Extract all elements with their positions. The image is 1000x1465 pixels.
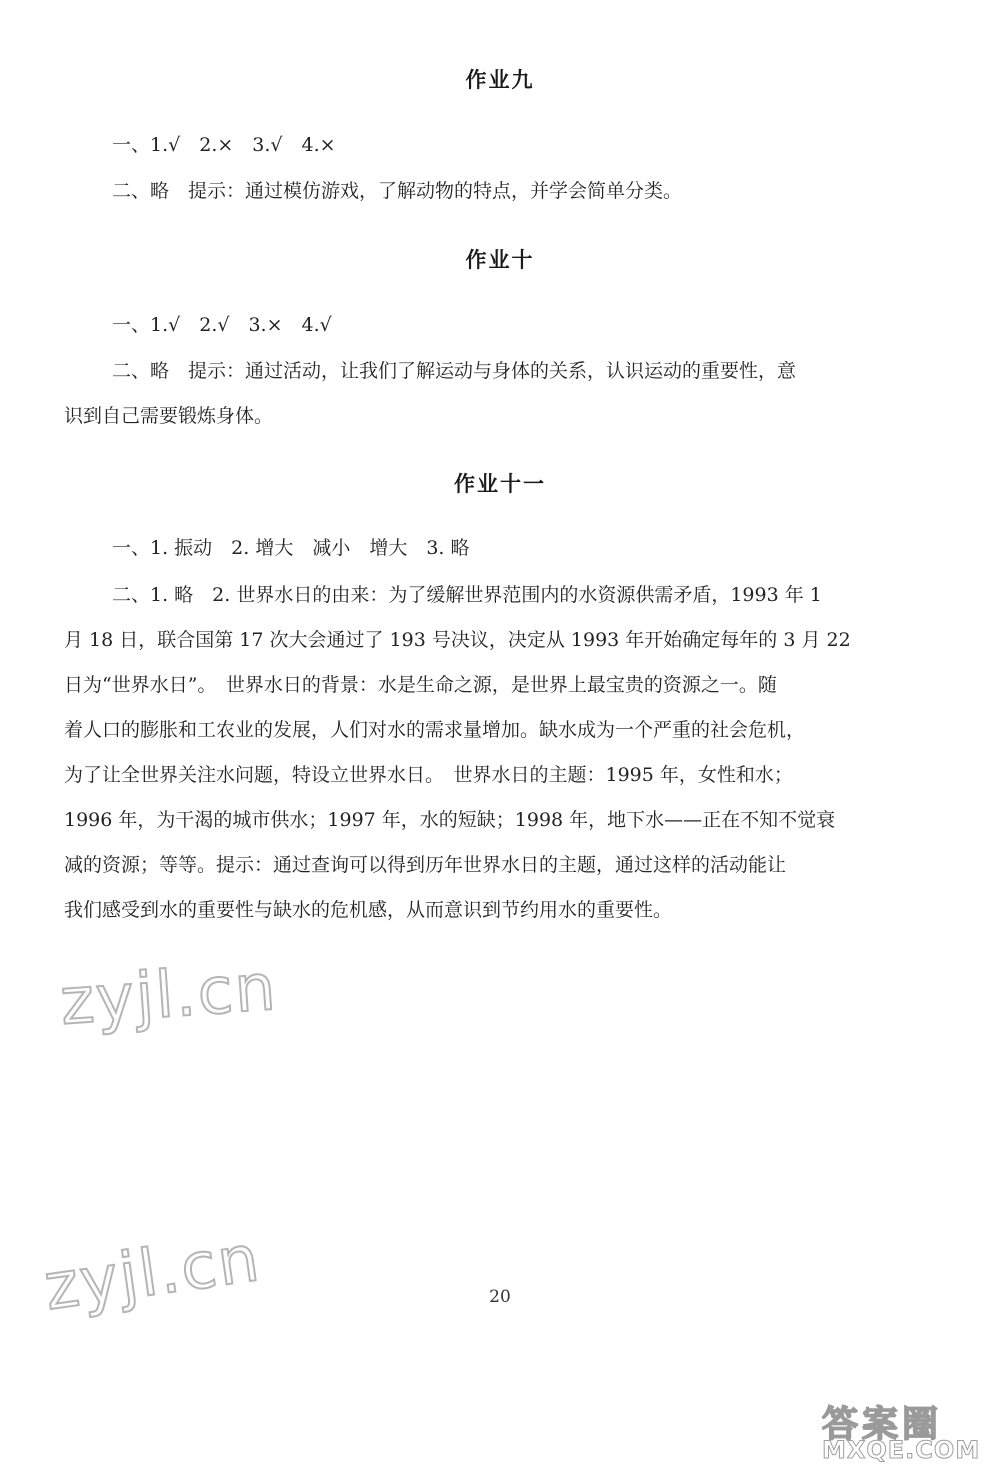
answer-line: 一、1.√ 2.× 3.√ 4.× [112,134,336,156]
section-title-9: 作业九 [465,68,535,92]
answer-line: 1996 年，为干渴的城市供水；1997 年，水的短缺；1998 年，地下水——正在不知不觉衰 [64,809,836,831]
answer-line: 二、1. 略 2. 世界水日的由来：为了缓解世界范围内的水资源供需矛盾，1993 年 1 [112,584,822,606]
answer-line: 一、1.√ 2.√ 3.× 4.√ [112,314,332,336]
answer-line: 我们感受到水的重要性与缺水的危机感，从而意识到节约用水的重要性。 [64,899,673,921]
section-title-11: 作业十一 [454,472,546,496]
watermark-logo: zyjl.cn [40,1221,266,1326]
corner-logo-cn: 答案圈 [822,1404,943,1445]
section-title-10: 作业十 [465,248,535,272]
answer-line: 二、略 提示：通过活动，让我们了解运动与身体的关系，认识运动的重要性，意 [112,360,797,382]
page-number: 20 [489,1287,511,1307]
answer-line: 着人口的膨胀和工农业的发展，人们对水的需求量增加。缺水成为一个严重的社会危机， [64,719,806,741]
answer-line: 月 18 日，联合国第 17 次大会通过了 193 号决议，决定从 1993 年开始确定每年的 3 月 22 [64,629,851,651]
answer-line: 二、略 提示：通过模仿游戏，了解动物的特点，并学会简单分类。 [112,180,683,202]
watermark-logo: zyjl.cn [58,950,280,1040]
corner-logo [792,1396,992,1462]
answer-line: 一、1. 振动 2. 增大 减小 增大 3. 略 [112,537,470,559]
corner-logo-en: MXQE.COM [822,1436,981,1464]
answer-line: 日为“世界水日”。 世界水日的背景：水是生命之源，是世界上最宝贵的资源之一。随 [64,674,777,696]
answer-line: 减的资源；等等。提示：通过查询可以得到历年世界水日的主题，通过这样的活动能让 [64,854,787,876]
answer-line: 为了让全世界关注水问题，特设立世界水日。 世界水日的主题：1995 年，女性和水； [64,764,793,786]
answer-line: 识到自己需要锻炼身体。 [64,405,274,427]
